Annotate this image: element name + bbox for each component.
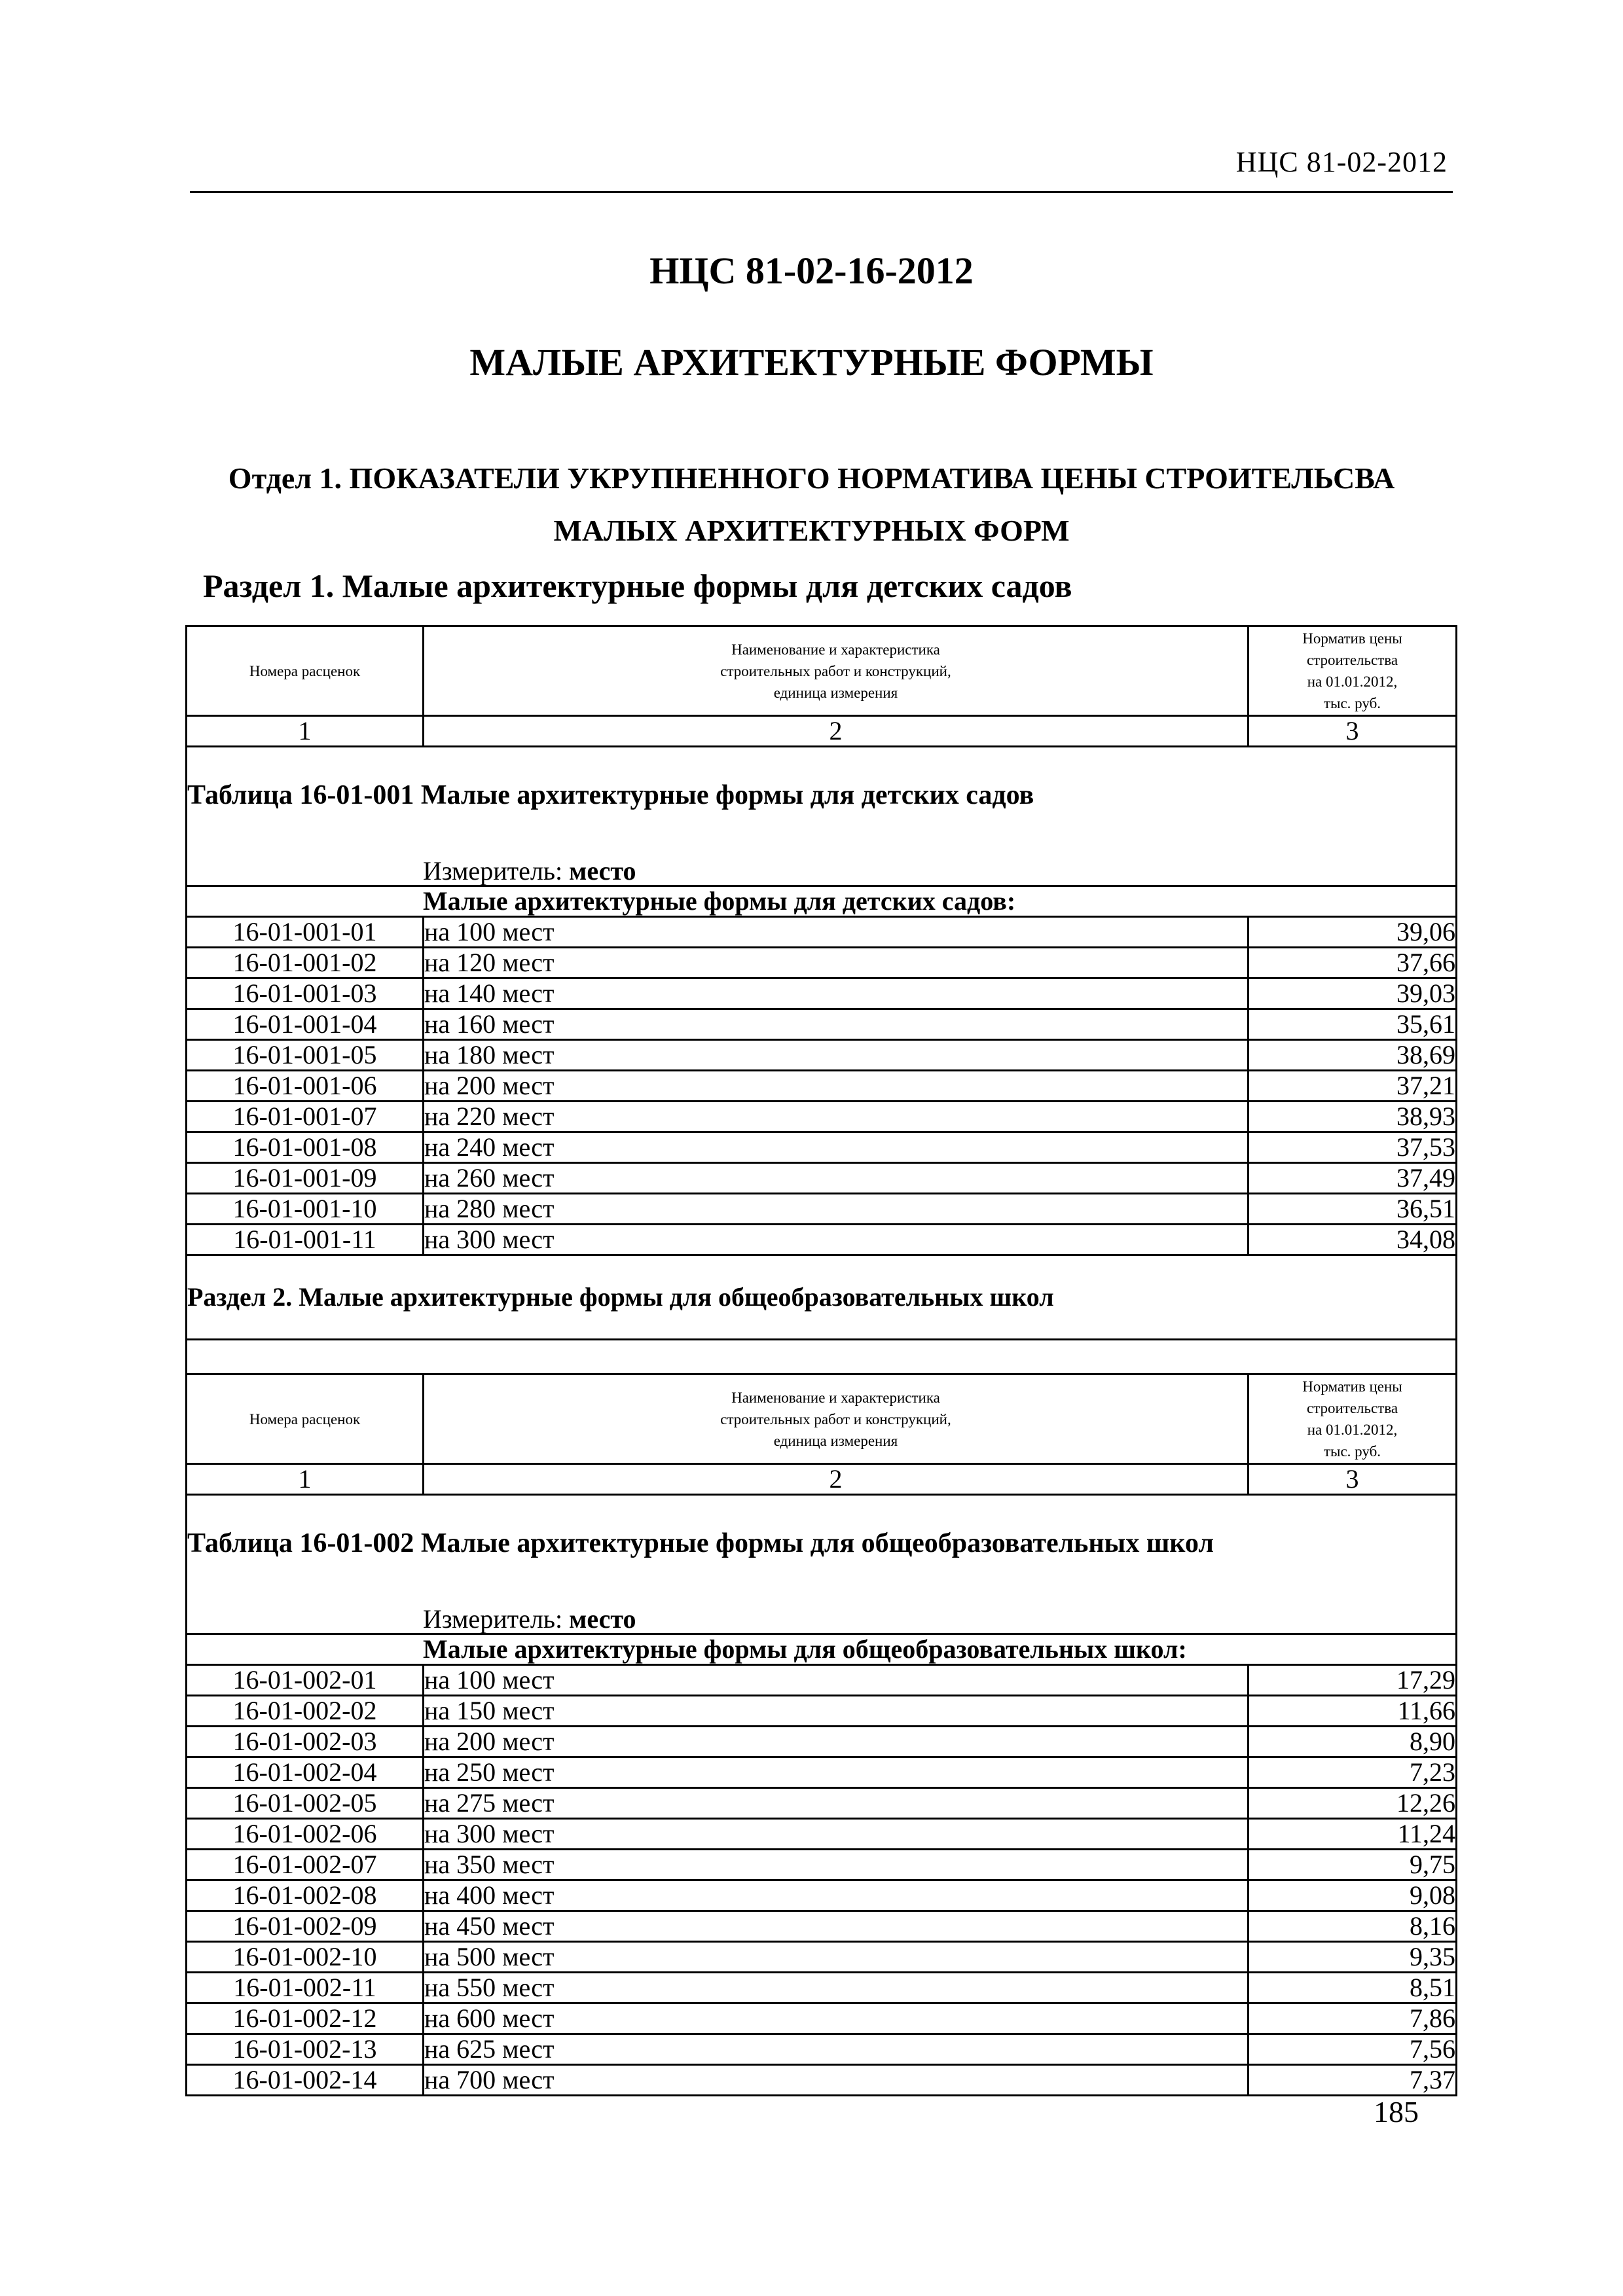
table-row xyxy=(187,978,1457,1009)
table-row xyxy=(187,1696,1457,1727)
item-price: 35,61 xyxy=(1249,1009,1457,1040)
item-price: 39,06 xyxy=(1249,917,1457,948)
item-price: 36,51 xyxy=(1249,1194,1457,1225)
column-number: 2 xyxy=(424,716,1249,747)
table-row xyxy=(187,2065,1457,2096)
rate-code: 16-01-001-04 xyxy=(187,1009,424,1040)
rate-code: 16-01-002-13 xyxy=(187,2034,424,2065)
item-name: на 160 мест xyxy=(424,1009,1249,1040)
rate-code: 16-01-002-08 xyxy=(187,1880,424,1911)
item-name: на 200 мест xyxy=(424,1071,1249,1102)
item-price: 37,53 xyxy=(1249,1132,1457,1163)
item-price: 11,24 xyxy=(1249,1819,1457,1850)
column-number-row xyxy=(187,716,1457,747)
item-name: на 400 мест xyxy=(424,1880,1249,1911)
header-codes: Номера расценок xyxy=(187,626,424,716)
item-price: 37,49 xyxy=(1249,1163,1457,1194)
column-header-row xyxy=(187,626,1457,716)
document-code: НЦС 81-02-16-2012 xyxy=(649,249,974,292)
header-description: Наименование и характеристика строительных работ и конструкций, единица измерения xyxy=(424,626,1249,716)
table-row xyxy=(187,1194,1457,1225)
table-row xyxy=(187,1225,1457,1255)
rate-code: 16-01-002-10 xyxy=(187,1942,424,1973)
item-name: на 100 мест xyxy=(424,917,1249,948)
table-row xyxy=(187,1071,1457,1102)
item-name: на 280 мест xyxy=(424,1194,1249,1225)
item-price: 17,29 xyxy=(1249,1665,1457,1696)
item-name: на 500 мест xyxy=(424,1942,1249,1973)
table-title-row xyxy=(187,1495,1457,1634)
rate-code: 16-01-001-09 xyxy=(187,1163,424,1194)
header-description: Наименование и характеристика строительных работ и конструкций, единица измерения xyxy=(424,1374,1249,1464)
table-title: Таблица 16-01-001 Малые архитектурные формы для детских садов xyxy=(187,780,1034,810)
item-price: 7,56 xyxy=(1249,2034,1457,2065)
group-title: Малые архитектурные формы для общеобразовательных школ: xyxy=(187,1634,1457,1665)
rate-code: 16-01-002-06 xyxy=(187,1819,424,1850)
rate-code: 16-01-002-09 xyxy=(187,1911,424,1942)
table-row xyxy=(187,1102,1457,1132)
section2-title-row xyxy=(187,1255,1457,1340)
unit-line: Измеритель: место xyxy=(423,1604,636,1634)
column-header-row xyxy=(187,1374,1457,1464)
item-name: на 300 мест xyxy=(424,1225,1249,1255)
rate-code: 16-01-001-07 xyxy=(187,1102,424,1132)
item-name: на 300 мест xyxy=(424,1819,1249,1850)
table-title-row xyxy=(187,747,1457,886)
column-number: 1 xyxy=(187,1464,424,1495)
item-price: 38,69 xyxy=(1249,1040,1457,1071)
table-row xyxy=(187,1850,1457,1880)
item-name: на 200 мест xyxy=(424,1727,1249,1757)
item-price: 8,51 xyxy=(1249,1973,1457,2003)
table-row xyxy=(187,1973,1457,2003)
item-price: 7,23 xyxy=(1249,1757,1457,1788)
table-row xyxy=(187,1819,1457,1850)
item-price: 34,08 xyxy=(1249,1225,1457,1255)
table-row xyxy=(187,948,1457,978)
item-name: на 220 мест xyxy=(424,1102,1249,1132)
spacer-row xyxy=(187,1340,1457,1374)
item-price: 9,35 xyxy=(1249,1942,1457,1973)
table-row xyxy=(187,1788,1457,1819)
table-row xyxy=(187,1132,1457,1163)
rate-code: 16-01-002-04 xyxy=(187,1757,424,1788)
rate-code: 16-01-002-01 xyxy=(187,1665,424,1696)
item-price: 12,26 xyxy=(1249,1788,1457,1819)
price-table xyxy=(185,625,1457,2096)
section1-title: Раздел 1. Малые архитектурные формы для детских садов xyxy=(203,567,1072,604)
item-name: на 150 мест xyxy=(424,1696,1249,1727)
table-row xyxy=(187,1040,1457,1071)
column-number: 3 xyxy=(1249,1464,1457,1495)
item-name: на 450 мест xyxy=(424,1911,1249,1942)
item-price: 7,37 xyxy=(1249,2065,1457,2096)
header-rule xyxy=(190,191,1453,193)
item-price: 7,86 xyxy=(1249,2003,1457,2034)
table-row xyxy=(187,1665,1457,1696)
item-price: 39,03 xyxy=(1249,978,1457,1009)
item-price: 8,90 xyxy=(1249,1727,1457,1757)
table-row xyxy=(187,1757,1457,1788)
item-name: на 600 мест xyxy=(424,2003,1249,2034)
rate-code: 16-01-001-01 xyxy=(187,917,424,948)
column-number-row xyxy=(187,1464,1457,1495)
item-name: на 700 мест xyxy=(424,2065,1249,2096)
group-title-row xyxy=(187,1634,1457,1665)
rate-code: 16-01-002-02 xyxy=(187,1696,424,1727)
item-name: на 260 мест xyxy=(424,1163,1249,1194)
table-row xyxy=(187,1880,1457,1911)
rate-code: 16-01-002-05 xyxy=(187,1788,424,1819)
item-price: 38,93 xyxy=(1249,1102,1457,1132)
page-number: 185 xyxy=(1374,2095,1419,2128)
item-price: 37,66 xyxy=(1249,948,1457,978)
item-name: на 100 мест xyxy=(424,1665,1249,1696)
rate-code: 16-01-002-11 xyxy=(187,1973,424,2003)
item-name: на 550 мест xyxy=(424,1973,1249,2003)
rate-code: 16-01-001-10 xyxy=(187,1194,424,1225)
item-name: на 250 мест xyxy=(424,1757,1249,1788)
rate-code: 16-01-001-02 xyxy=(187,948,424,978)
item-price: 9,75 xyxy=(1249,1850,1457,1880)
item-price: 11,66 xyxy=(1249,1696,1457,1727)
document-title: МАЛЫЕ АРХИТЕКТУРНЫЕ ФОРМЫ xyxy=(469,341,1154,384)
table-row xyxy=(187,1942,1457,1973)
table-row xyxy=(187,1911,1457,1942)
rate-code: 16-01-001-06 xyxy=(187,1071,424,1102)
column-number: 2 xyxy=(424,1464,1249,1495)
department-heading-line1: Отдел 1. ПОКАЗАТЕЛИ УКРУПНЕННОГО НОРМАТИВА ЦЕНЫ СТРОИТЕЛЬСВА xyxy=(228,461,1395,495)
table-row xyxy=(187,1009,1457,1040)
column-number: 1 xyxy=(187,716,424,747)
table-row xyxy=(187,917,1457,948)
item-name: на 625 мест xyxy=(424,2034,1249,2065)
group-title: Малые архитектурные формы для детских садов: xyxy=(187,886,1457,917)
item-name: на 180 мест xyxy=(424,1040,1249,1071)
item-name: на 120 мест xyxy=(424,948,1249,978)
rate-code: 16-01-001-08 xyxy=(187,1132,424,1163)
group-title-row xyxy=(187,886,1457,917)
department-heading-line2: МАЛЫХ АРХИТЕКТУРНЫХ ФОРМ xyxy=(553,514,1070,547)
item-name: на 240 мест xyxy=(424,1132,1249,1163)
running-header: НЦС 81-02-2012 xyxy=(1235,146,1448,178)
item-name: на 275 мест xyxy=(424,1788,1249,1819)
rate-code: 16-01-001-03 xyxy=(187,978,424,1009)
header-codes: Номера расценок xyxy=(187,1374,424,1464)
rate-code: 16-01-001-11 xyxy=(187,1225,424,1255)
table-row xyxy=(187,1727,1457,1757)
rate-code: 16-01-001-05 xyxy=(187,1040,424,1071)
header-price: Норматив цены строительства на 01.01.2012, тыс. руб. xyxy=(1249,1374,1457,1464)
table-title: Таблица 16-01-002 Малые архитектурные формы для общеобразовательных школ xyxy=(187,1528,1214,1558)
table-row xyxy=(187,1163,1457,1194)
table-row xyxy=(187,2003,1457,2034)
rate-code: 16-01-002-14 xyxy=(187,2065,424,2096)
rate-code: 16-01-002-12 xyxy=(187,2003,424,2034)
section2-title: Раздел 2. Малые архитектурные формы для общеобразовательных школ xyxy=(187,1255,1457,1340)
rate-code: 16-01-002-07 xyxy=(187,1850,424,1880)
item-name: на 350 мест xyxy=(424,1850,1249,1880)
item-price: 8,16 xyxy=(1249,1911,1457,1942)
rate-code: 16-01-002-03 xyxy=(187,1727,424,1757)
table-row xyxy=(187,2034,1457,2065)
header-price: Норматив цены строительства на 01.01.2012, тыс. руб. xyxy=(1249,626,1457,716)
unit-line: Измеритель: место xyxy=(423,856,636,886)
item-price: 37,21 xyxy=(1249,1071,1457,1102)
column-number: 3 xyxy=(1249,716,1457,747)
item-name: на 140 мест xyxy=(424,978,1249,1009)
item-price: 9,08 xyxy=(1249,1880,1457,1911)
